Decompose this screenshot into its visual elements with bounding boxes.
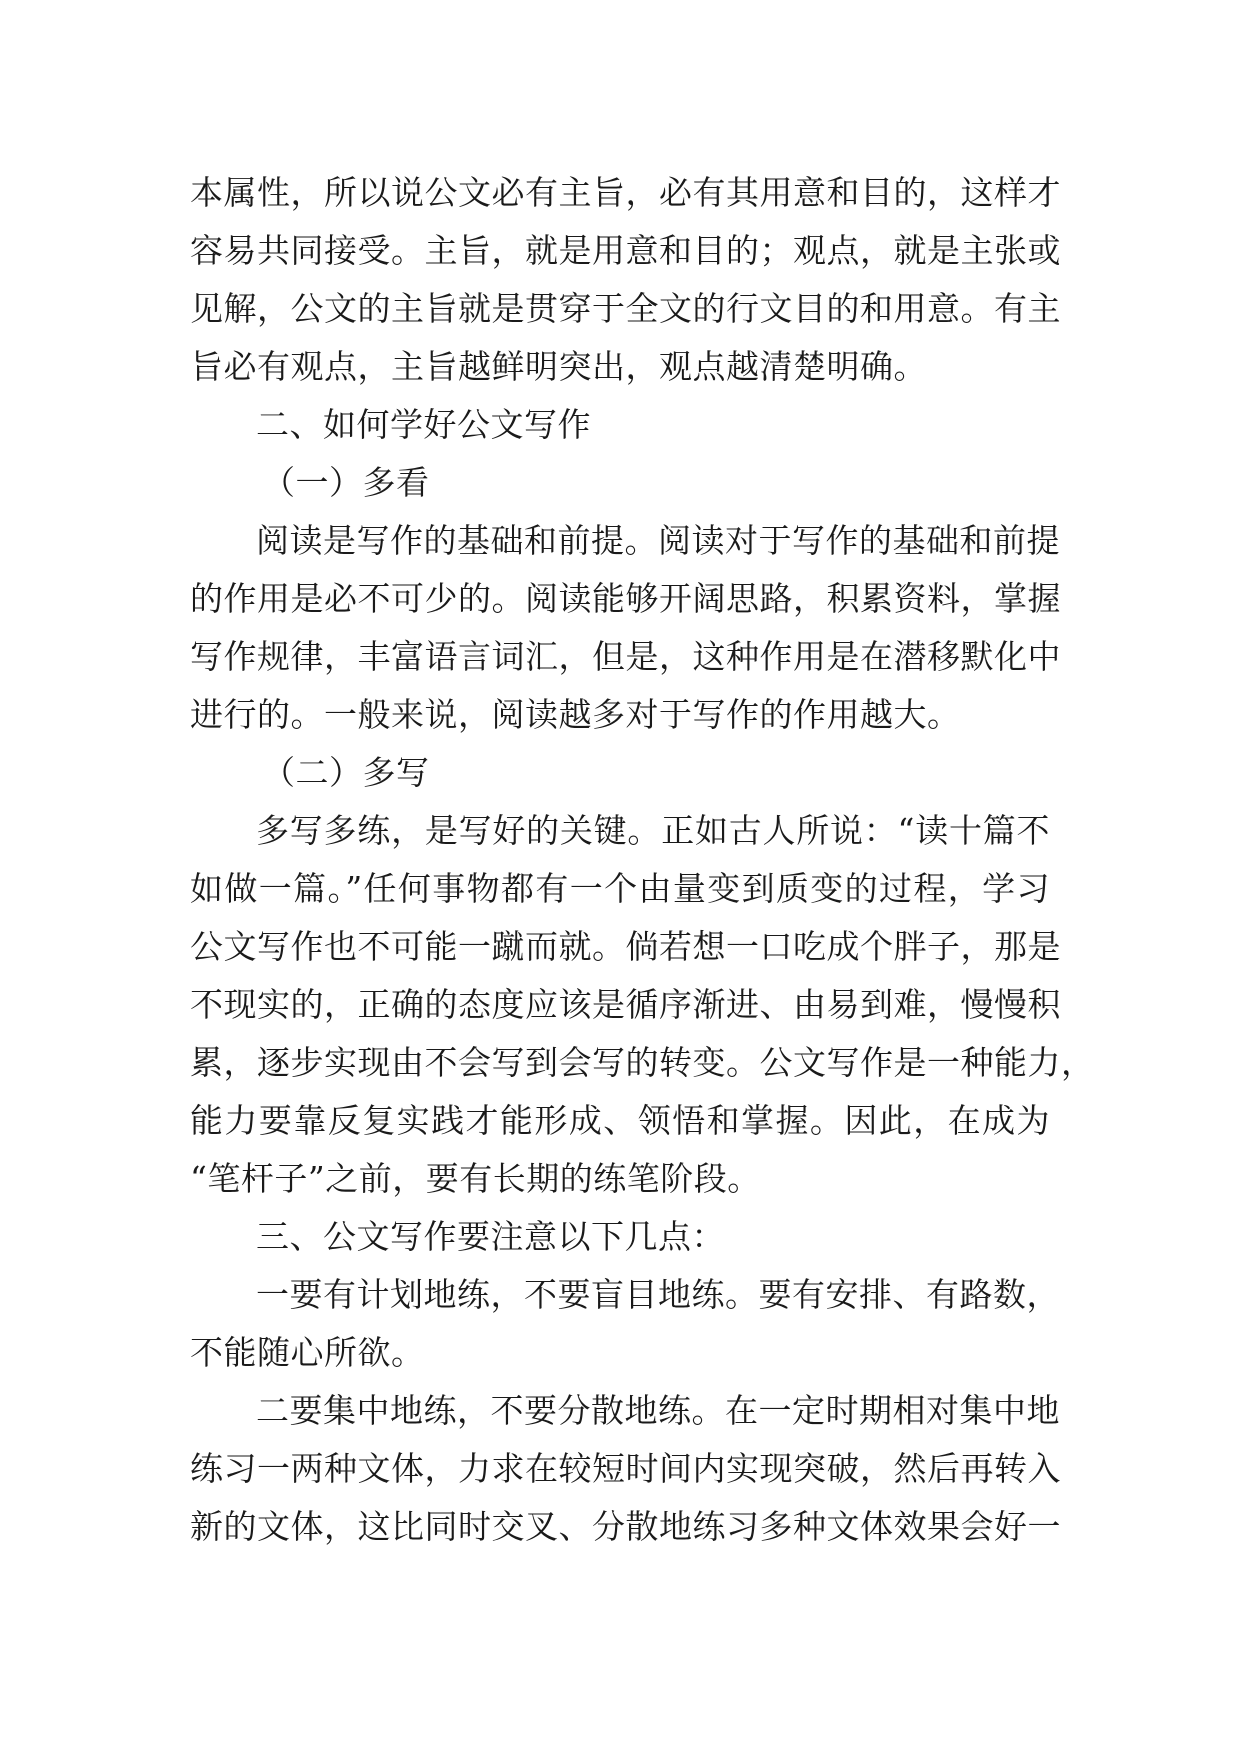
text-line: 公文写作也不可能一蹴而就。倘若想一口吃成个胖子，那是: [190, 927, 1061, 966]
text-line: 多写多练，是写好的关键。正如古人所说：“读十篇不: [256, 811, 1050, 850]
text-line: 不现实的，正确的态度应该是循序渐进、由易到难，慢慢积: [190, 985, 1061, 1024]
text-line: 能力要靠反复实践才能形成、领悟和掌握。因此，在成为: [190, 1101, 1050, 1140]
text-line: 本属性，所以说公文必有主旨，必有其用意和目的，这样才: [190, 173, 1061, 212]
text-line: 新的文体，这比同时交叉、分散地练习多种文体效果会好一: [190, 1507, 1061, 1546]
text-line: 的作用是必不可少的。阅读能够开阔思路，积累资料，掌握: [190, 579, 1061, 618]
text-line: 二要集中地练，不要分散地练。在一定时期相对集中地: [256, 1391, 1060, 1430]
text-line: 不能随心所欲。: [190, 1333, 425, 1372]
text-line: 见解，公文的主旨就是贯穿于全文的行文目的和用意。有主: [190, 289, 1061, 328]
subsection-heading: （二）多写: [262, 753, 430, 792]
subsection-heading: （一）多看: [262, 463, 430, 502]
section-heading: 三、公文写作要注意以下几点：: [256, 1217, 725, 1256]
text-line: 容易共同接受。主旨，就是用意和目的；观点，就是主张或: [190, 231, 1061, 270]
text-line: 进行的。一般来说，阅读越多对于写作的作用越大。: [190, 695, 961, 734]
text-line: “笔杆子”之前，要有长期的练笔阶段。: [190, 1159, 761, 1198]
text-line: 累，逐步实现由不会写到会写的转变。公文写作是一种能力，: [190, 1043, 1095, 1082]
section-heading: 二、如何学好公文写作: [256, 405, 591, 444]
text-line: 阅读是写作的基础和前提。阅读对于写作的基础和前提: [256, 521, 1060, 560]
text-line: 一要有计划地练，不要盲目地练。要有安排、有路数，: [256, 1275, 1060, 1314]
text-line: 写作规律，丰富语言词汇，但是，这种作用是在潜移默化中: [190, 637, 1061, 676]
text-line: 练习一两种文体，力求在较短时间内实现突破，然后再转入: [190, 1449, 1061, 1488]
text-line: 如做一篇。”任何事物都有一个由量变到质变的过程，学习: [190, 869, 1050, 908]
text-line: 旨必有观点，主旨越鲜明突出，观点越清楚明确。: [190, 347, 927, 386]
